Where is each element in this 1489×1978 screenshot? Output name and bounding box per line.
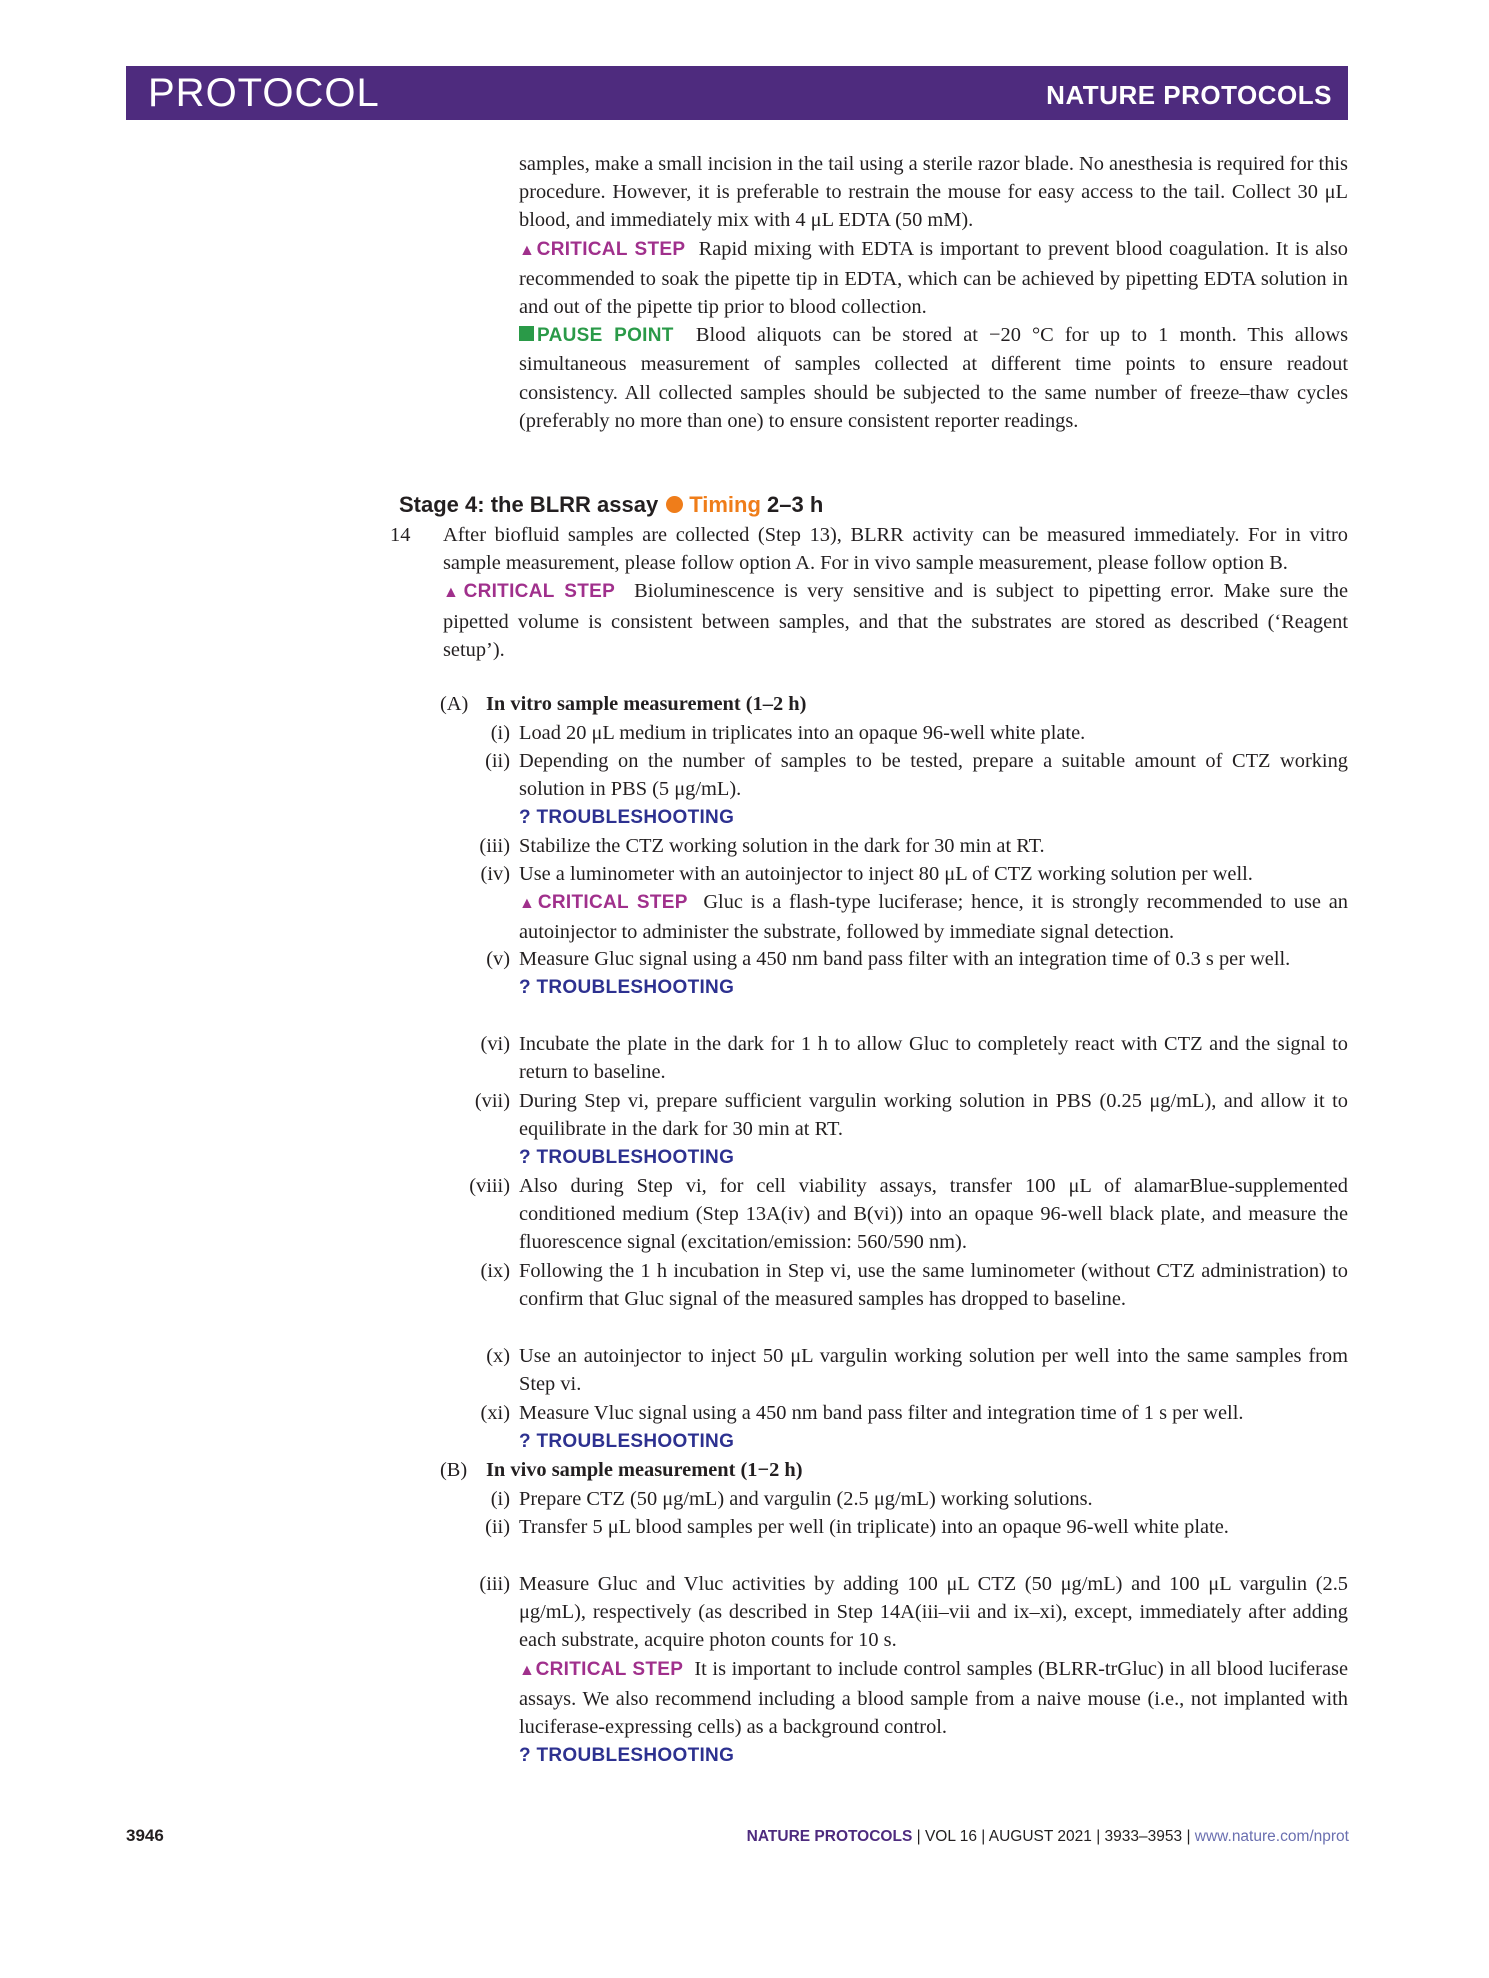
journal-name: NATURE PROTOCOLS [1046,80,1332,110]
footer-journal: NATURE PROTOCOLS [746,1828,913,1845]
step-text: Transfer 5 μL blood samples per well (in triplicate) into an opaque 96-well white plate. [519,1516,1229,1538]
step-num: (iii) [479,835,510,857]
stage-heading: Stage 4: the BLRR assay Timing 2–3 h [399,492,824,517]
step-num: (i) [490,1488,510,1510]
step-text: Prepare CTZ (50 μg/mL) and vargulin (2.5 μg/mL) working solutions. [519,1488,1093,1510]
step-text: Also during Step vi, for cell viability assays, transfer 100 μL of alamarBlue-supplemented conditioned medium (Step 13A(iv) and B(vi)) into an opaque 96-well black plate, and measure the fluorescence signal (excitation/emission: 560/590 nm). [519,1175,1348,1254]
intro-paragraph: samples, make a small incision in the tail using a sterile razor blade. No anesthesia is required for this procedure. However, it is preferable to restrain the mouse for easy access to the tail. Collect 30 μL blood, and immediately mix with 4 μL EDTA (50 mM). ▲CRITICAL STEP Rapid mixing with EDTA is important to prevent blood coagulation. It is also recommended to soak the pipette tip in EDTA, which can be achieved by pipetting EDTA solution in and out of the pipette tip prior to blood collection. PAUSE POINT Blood aliquots can be stored at −20 °C for up to 1 month. This allows simultaneous measurement of samples collected at different time points to ensure readout consistency. All collected samples should be subjected to the same number of freeze–thaw cycles (preferably no more than one) to ensure consistent reporter readings. [519,153,1349,432]
section-label: PROTOCOL [148,71,380,115]
footer-url-link[interactable]: www.nature.com/nprot [1194,1828,1349,1845]
step-num: (vi) [480,1033,510,1055]
timing-dot-icon [666,496,683,513]
step-num: (viii) [469,1175,510,1197]
critical-step-text: It is important to include control samples (BLRR-trGluc) in all blood luciferase assays. We also recommend including a blood sample from a naive mouse (i.e., not implanted with luciferase-expressing cells) as a background control. [519,1657,1348,1739]
step-text: Load 20 μL medium in triplicates into an opaque 96-well white plate. [519,722,1086,744]
triangle-icon: ▲ [519,241,537,259]
step-text: Measure Vluc signal using a 450 nm band pass filter and integration time of 1 s per well. ? TROUBLESHOOTING [519,1402,1244,1453]
step-text: Measure Gluc and Vluc activities by adding 100 μL CTZ (50 μg/mL) and 100 μL vargulin (2.5 μg/mL), respectively (as described in Step 14A(iii–vii and ix–xi), except, immediately after adding each substrate, acquire photon counts for 10 s. ▲CRITICAL STEP It is important to include control samples (BLRR-trGluc) in all blood luciferase assays. We also recommend including a blood sample from a naive mouse (i.e., not implanted with luciferase-expressing cells) as a background control. ? TROUBLESHOOTING [519,1573,1348,1767]
step-text: Stabilize the CTZ working solution in the dark for 30 min at RT. [519,835,1045,857]
step-num: (i) [490,722,510,744]
footer-volume: VOL 16 [924,1828,977,1845]
square-icon [519,326,534,341]
option-b-label: (B) [440,1459,468,1481]
troubleshooting-link[interactable]: ? TROUBLESHOOTING [519,807,735,829]
step-text: Use an autoinjector to inject 50 μL vargulin working solution per well into the same samples from Step vi. [519,1345,1348,1396]
troubleshooting-link[interactable]: ? TROUBLESHOOTING [519,1147,735,1169]
step-text: Following the 1 h incubation in Step vi, use the same luminometer (without CTZ administration) to confirm that Gluc signal of the measured samples has dropped to baseline. [519,1260,1348,1311]
troubleshooting-link[interactable]: ? TROUBLESHOOTING [519,1431,735,1453]
page-header [126,66,1348,120]
step-14-paragraph: After biofluid samples are collected (Step 13), BLRR activity can be measured immediately. For in vitro sample measurement, please follow option A. For in vivo sample measurement, please follow option B. ▲CRITICAL STEP Bioluminescence is very sensitive and is subject to pipetting error. Make sure the pipetted volume is consistent between samples, and that the substrates are stored as described (‘Reagent setup’). [443,524,1348,661]
page-number: 3946 [126,1826,164,1845]
step-text: Measure Gluc signal using a 450 nm band pass filter with an integration time of 0.3 s per well. ? TROUBLESHOOTING [519,948,1291,999]
pause-point-label: PAUSE POINT [519,325,674,346]
troubleshooting-link[interactable]: ? TROUBLESHOOTING [519,977,735,999]
pause-point-text: Blood aliquots can be stored at −20 °C for up to 1 month. This allows simultaneous measurement of samples collected at different time points to ensure readout consistency. All collected samples should be subjected to the same number of freeze–thaw cycles (preferably no more than one) to ensure consistent reporter readings. [519,324,1349,432]
step-num: (ii) [485,750,510,772]
step-number: 14 [390,524,411,546]
footer-date: AUGUST 2021 [988,1828,1092,1845]
step-text: Depending on the number of samples to be tested, prepare a suitable amount of CTZ working solution in PBS (5 μg/mL). ? TROUBLESHOOTING [519,750,1348,829]
troubleshooting-link[interactable]: ? TROUBLESHOOTING [519,1745,735,1767]
footer-citation: NATURE PROTOCOLS | VOL 16 | AUGUST 2021 | 3933–3953 | www.nature.com/nprot [746,1828,1349,1845]
option-a-title: In vitro sample measurement (1–2 h) [486,693,807,715]
step-num: (ix) [480,1260,510,1282]
option-a-label: (A) [440,693,469,715]
step-num: (ii) [485,1516,510,1538]
triangle-icon: ▲ [519,895,538,913]
critical-step-label: ▲CRITICAL STEP [519,1658,684,1680]
step-text: Incubate the plate in the dark for 1 h to allow Gluc to completely react with CTZ and the signal to return to baseline. [519,1033,1348,1084]
step-num: (xi) [480,1402,510,1424]
step-text: Use a luminometer with an autoinjector to inject 80 μL of CTZ working solution per well. ▲CRITICAL STEP Gluc is a flash-type luciferase; hence, it is strongly recommended to use an autoinjector to administer the substrate, followed by immediate signal detection. [519,863,1348,944]
critical-step-label: ▲CRITICAL STEP [519,892,688,914]
critical-step-label: ▲CRITICAL STEP [519,238,686,260]
triangle-icon: ▲ [519,1661,536,1679]
critical-step-label: ▲CRITICAL STEP [443,581,616,603]
footer-pages: 3933–3953 [1104,1828,1183,1845]
step-num: (iii) [479,1573,510,1595]
step-text: During Step vi, prepare sufficient vargulin working solution in PBS (0.25 μg/mL), and allow it to equilibrate in the dark for 30 min at RT. ? TROUBLESHOOTING [519,1090,1348,1169]
step-num: (vii) [474,1090,510,1112]
critical-step-text: Gluc is a flash-type luciferase; hence, it is strongly recommended to use an autoinjector to administer the substrate, followed by immediate signal detection. [519,891,1348,944]
step-num: (iv) [480,863,510,885]
critical-step-text: Bioluminescence is very sensitive and is subject to pipetting error. Make sure the pipetted volume is consistent between samples, and that the substrates are stored as described (‘Reagent setup’). [443,580,1348,661]
option-b-title: In vivo sample measurement (1−2 h) [486,1459,803,1481]
critical-step-text: Rapid mixing with EDTA is important to prevent blood coagulation. It is also recommended to soak the pipette tip in EDTA, which can be achieved by pipetting EDTA solution in and out of the pipette tip prior to blood collection. [519,237,1348,319]
step-num: (v) [486,948,510,970]
step-num: (x) [486,1345,510,1367]
triangle-icon: ▲ [443,584,464,602]
